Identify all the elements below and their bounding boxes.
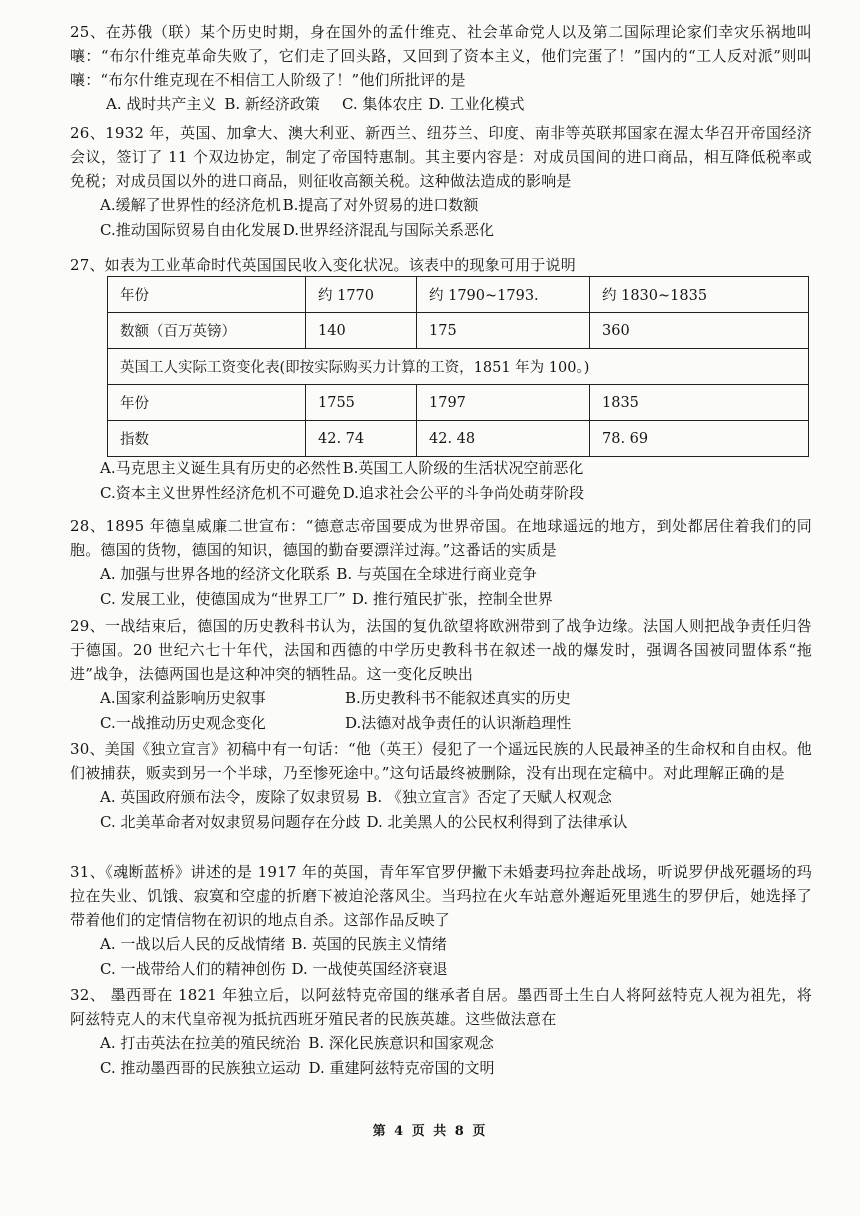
options: [70, 1031, 812, 1081]
table-cell: 42. 48: [417, 421, 590, 457]
option-b: B. 与英国在全球进行商业竞争: [336, 565, 537, 583]
page-footer: 第 4 页 共 8 页: [372, 1124, 488, 1139]
question-stem: 25、在苏俄（联）某个历史时期，身在国外的孟什维克、社会革命党人以及第二国际理论家们幸灾乐祸地叫嚷：“布尔什维克革命失败了，它们走了回头路，又回到了资本主义，他们完蛋了！”国内的“工人反对派”则叫嚷：“布尔什维克现在不相信工人阶级了！”他们所批评的是: [70, 23, 812, 89]
option-c: C.推动国际贸易自由化发展: [100, 221, 281, 239]
option-c: C. 北美革命者对奴隶贸易问题存在分歧: [100, 813, 361, 831]
options: [70, 686, 812, 736]
table-cell: 1835: [590, 385, 809, 421]
option-a: A.国家利益影响历史叙事: [100, 689, 266, 707]
question-stem: 32、 墨西哥在 1821 年独立后，以阿兹特克帝国的继承者自居。墨西哥土生白人将阿兹特克人视为祖先，将阿兹特克人的末代皇帝视为抵抗西班牙殖民者的民族英雄。这些做法意在: [70, 986, 812, 1028]
question-27: [70, 253, 812, 277]
option-a: A. 一战以后人民的反战情绪: [100, 935, 286, 953]
table-subtitle: 英国工人实际工资变化表(即按实际购买力计算的工资，1851 年为 100。): [108, 349, 809, 385]
table-cell: 360: [590, 313, 809, 349]
table-cell: 140: [306, 313, 417, 349]
option-c: C. 发展工业，使德国成为“世界工厂”: [100, 590, 346, 608]
options: [70, 193, 812, 243]
option-d: D. 推行殖民扩张，控制全世界: [351, 590, 553, 608]
option-d: D. 重建阿兹特克帝国的文明: [308, 1059, 495, 1077]
table-row: [108, 277, 809, 313]
option-c: C.一战推动历史观念变化: [100, 714, 266, 732]
question-stem: 27、如表为工业革命时代英国国民收入变化状况。该表中的现象可用于说明: [70, 256, 576, 274]
question-stem: 28、1895 年德皇威廉二世宣布：“德意志帝国要成为世界帝国。在地球遥远的地方，到处都居住着我们的同胞。德国的货物，德国的知识，德国的勤奋要漂洋过海。”这番话的实质是: [70, 517, 812, 559]
table-row: [108, 385, 809, 421]
option-c: C. 集体农庄: [341, 95, 423, 113]
question-30: [70, 737, 812, 835]
table-cell: 约 1790~1793.: [417, 277, 590, 313]
option-b: B.提高了对外贸易的进口数额: [282, 196, 479, 214]
option-a: A. 战时共产主义: [106, 95, 217, 113]
option-d: D. 工业化模式: [428, 95, 525, 113]
table-cell: 1797: [417, 385, 590, 421]
table-cell: 指数: [108, 421, 306, 457]
option-d: D.法德对战争责任的认识渐趋理性: [345, 714, 572, 732]
table-cell: 1755: [306, 385, 417, 421]
option-a: A. 打击英法在拉美的殖民统治: [100, 1034, 301, 1052]
options: [70, 932, 812, 982]
option-d: D.追求社会公平的斗争尚处萌芽阶段: [342, 484, 584, 502]
table-row: [108, 421, 809, 457]
option-c: C. 一战带给人们的精神创伤: [100, 960, 286, 978]
option-a: A. 加强与世界各地的经济文化联系: [100, 565, 331, 583]
options: [70, 785, 812, 835]
option-b: B.英国工人阶级的生活状况空前恶化: [342, 459, 584, 477]
table-row: [108, 349, 809, 385]
question-28: [70, 514, 812, 612]
option-b: B. 新经济政策: [224, 95, 320, 113]
option-d: D.世界经济混乱与国际关系恶化: [282, 221, 494, 239]
question-31: [70, 860, 812, 982]
question-stem: 30、美国《独立宣言》初稿中有一句话：“他（英王）侵犯了一个遥远民族的人民最神圣的生命权和自由权。他们被捕获，贩卖到另一个半球，乃至惨死途中。”这句话最终被删除，没有出现在定稿中。对此理解正确的是: [70, 740, 812, 782]
options: [70, 562, 812, 612]
question-27-options: [70, 456, 812, 506]
option-d: D. 一战使英国经济衰退: [291, 960, 448, 978]
option-b: B. 英国的民族主义情绪: [291, 935, 447, 953]
option-b: B. 《独立宣言》否定了天赋人权观念: [366, 788, 612, 806]
option-b: B.历史教科书不能叙述真实的历史: [345, 689, 571, 707]
question-stem: 26、1932 年，英国、加拿大、澳大利亚、新西兰、纽芬兰、印度、南非等英联邦国家在渥太华召开帝国经济会议，签订了 11 个双边协定，制定了帝国特惠制。其主要内容是：对成员国间的进口商品，相互降低税率或免税；对成员国以外的进口商品，则征收高额关税。这种做法造成的影响是: [70, 124, 812, 190]
option-c: C.资本主义世界性经济危机不可避免: [100, 484, 341, 502]
question-29: [70, 614, 812, 736]
table-cell: 年份: [108, 277, 306, 313]
question-25: [70, 20, 812, 117]
table-cell: 42. 74: [306, 421, 417, 457]
option-c: C. 推动墨西哥的民族独立运动: [100, 1059, 301, 1077]
option-a: A. 英国政府颁布法令，废除了奴隶贸易: [100, 788, 361, 806]
table-row: [108, 313, 809, 349]
table-cell: 数额（百万英镑）: [108, 313, 306, 349]
options: [70, 92, 812, 117]
option-d: D. 北美黑人的公民权利得到了法律承认: [366, 813, 628, 831]
income-table: [107, 276, 809, 457]
question-32: [70, 983, 812, 1081]
table-cell: 约 1770: [306, 277, 417, 313]
table-cell: 年份: [108, 385, 306, 421]
table-cell: 约 1830~1835: [590, 277, 809, 313]
option-a: A.马克思主义诞生具有历史的必然性: [100, 459, 341, 477]
question-stem: 31、《魂断蓝桥》讲述的是 1917 年的英国，青年军官罗伊撇下未婚妻玛拉奔赴战场，听说罗伊战死疆场的玛拉在失业、饥饿、寂寞和空虚的折磨下被迫沦落风尘。当玛拉在火车站意外邂逅死里逃生的罗伊后，她选择了带着他们的定情信物在初识的地点自杀。这部作品反映了: [70, 863, 812, 929]
question-stem: 29、一战结束后，德国的历史教科书认为，法国的复仇欲望将欧洲带到了战争边缘。法国人则把战争责任归咎于德国。20 世纪六七十年代，法国和西德的中学历史教科书在叙述一战的爆发时，强调各国被同盟体系“拖进”战争，法德两国也是这种冲突的牺牲品。这一变化反映出: [70, 617, 812, 683]
table-cell: 175: [417, 313, 590, 349]
option-a: A.缓解了世界性的经济危机: [100, 196, 281, 214]
question-26: [70, 121, 812, 243]
option-b: B. 深化民族意识和国家观念: [308, 1034, 494, 1052]
table-cell: 78. 69: [590, 421, 809, 457]
